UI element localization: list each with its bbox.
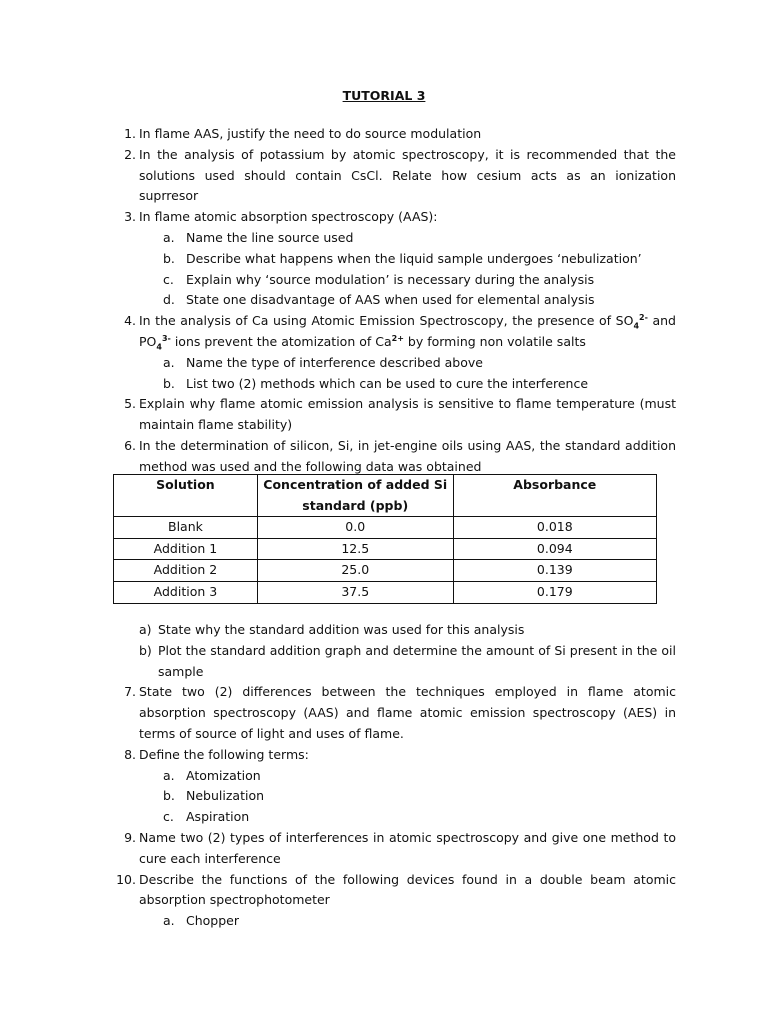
table-row [114,538,657,560]
question-4 [114,311,676,353]
table-header: Solution [114,475,258,517]
question-number: 6. [124,437,136,453]
table-cell: Addition 3 [114,581,258,603]
sub-item-letter: b. [163,250,175,266]
sub-item-text: State why the standard addition was used for this analysis [158,622,525,637]
question-text: Name two (2) types of interferences in atomic spectroscopy and give one method to cure each interference [139,829,676,866]
question-2 [114,145,676,207]
sub-item [114,270,676,291]
sub-item [114,911,676,932]
sub-item-text: Name the type of interference described above [186,354,483,370]
sub-item-text: Chopper [186,913,239,929]
sub-item-letter: a. [163,767,175,783]
sub-item-letter: a. [163,229,175,245]
table-header: Concentration of added Si standard (ppb) [257,475,453,517]
question-5 [114,394,676,436]
so4-charge: 2- [639,313,648,323]
sub-item-letter: a) [139,622,152,637]
question-number: 8. [124,746,136,762]
sub-item [114,766,676,787]
question-number: 5. [124,396,136,412]
sub-item-text: Explain why ‘source modulation’ is necessary during the analysis [186,271,595,287]
table-header: Absorbance [453,475,656,517]
sub-item [114,620,676,641]
sub-item-letter: a. [163,913,175,929]
sub-item-letter: b) [139,642,152,658]
question-6 [114,436,676,478]
table-cell: 37.5 [257,581,453,603]
question-text: In the analysis of potassium by atomic spectroscopy, it is recommended that the solutions used should contain CsCl. Relate how cesium acts as an ionization suprresor [139,146,676,204]
question-8 [114,745,676,766]
sub-item-letter: c. [163,271,174,287]
sub-item-text: Aspiration [186,809,250,825]
table-row [114,517,657,539]
table-cell: 0.139 [453,560,656,582]
page-title: TUTORIAL 3 [342,88,426,103]
sub-item [114,786,676,807]
question-number: 1. [124,126,136,141]
sub-item [114,228,676,249]
sub-item-letter: d. [163,292,175,308]
sub-item-letter: a. [163,354,175,370]
table-header-row [114,475,657,517]
sub-item [114,374,676,395]
question-text: In flame atomic absorption spectroscopy (AAS): [139,209,438,225]
sub-item-text: Describe what happens when the liquid sample undergoes ‘nebulization’ [186,250,642,266]
sub-item-text: State one disadvantage of AAS when used for elemental analysis [186,292,595,308]
question-number: 7. [124,684,136,700]
table-cell: 0.018 [453,517,656,539]
sub-item-text: Nebulization [186,788,265,804]
sub-item-text: Atomization [186,767,261,783]
questions-part-1 [114,124,676,478]
sub-item [114,641,676,683]
sub-item-letter: b. [163,375,175,391]
question-text: In flame AAS, justify the need to do source modulation [139,126,482,141]
ca-charge: 2+ [391,333,404,343]
question-number: 10. [116,871,136,887]
table-cell: 0.0 [257,517,453,539]
question-text: Explain why flame atomic emission analysis is sensitive to flame temperature (must maintain flame stability) [139,396,676,433]
sub-item [114,290,676,311]
table-row [114,581,657,603]
question-text: State two (2) differences between the techniques employed in flame atomic absorption spectroscopy (AAS) and flame atomic emission spectroscopy (AES) in terms of source of light and uses of flame. [139,684,676,741]
po4-charge: 3- [161,333,171,343]
question-number: 3. [124,209,136,225]
question-number: 2. [124,146,136,162]
sub-item-text: Plot the standard addition graph and determine the amount of Si present in the oil sample [158,642,676,679]
data-table [113,474,657,604]
question-text: Describe the functions of the following devices found in a double beam atomic absorption spectrophotometer [139,871,676,908]
question-text: Define the following terms: [139,746,309,762]
question-9 [114,828,676,870]
question-3 [114,207,676,228]
question-1 [114,124,676,145]
table-cell: 12.5 [257,538,453,560]
sub-item-letter: b. [163,788,175,804]
table-cell: Blank [114,517,258,539]
table-cell: 0.094 [453,538,656,560]
question-7 [114,682,676,744]
question-text: In the determination of silicon, Si, in jet-engine oils using AAS, the standard addition method was used and the following data was obtained [139,437,676,474]
question-number: 9. [124,829,136,845]
questions-part-2 [114,620,676,932]
sub-item-text: Name the line source used [186,229,354,245]
question-text: In the analysis of Ca using Atomic Emission Spectroscopy, the presence of $SO_4^{2-}$ and $PO_4^{3-}$ ions prevent the atomization of $Ca^{2+}$ by forming non volatile salts [139,313,676,352]
po4-subscript: 4 [156,342,162,352]
so4-subscript: 4 [633,321,640,331]
sub-item [114,807,676,828]
table-cell: 25.0 [257,560,453,582]
sub-item-text: List two (2) methods which can be used to cure the interference [186,375,589,391]
table-cell: Addition 2 [114,560,258,582]
table-cell: Addition 1 [114,538,258,560]
table-cell: 0.179 [453,581,656,603]
question-number: 4. [124,313,136,329]
question-10 [114,870,676,912]
sub-item-letter: c. [163,809,174,825]
sub-item [114,353,676,374]
table-row [114,560,657,582]
sub-item [114,249,676,270]
